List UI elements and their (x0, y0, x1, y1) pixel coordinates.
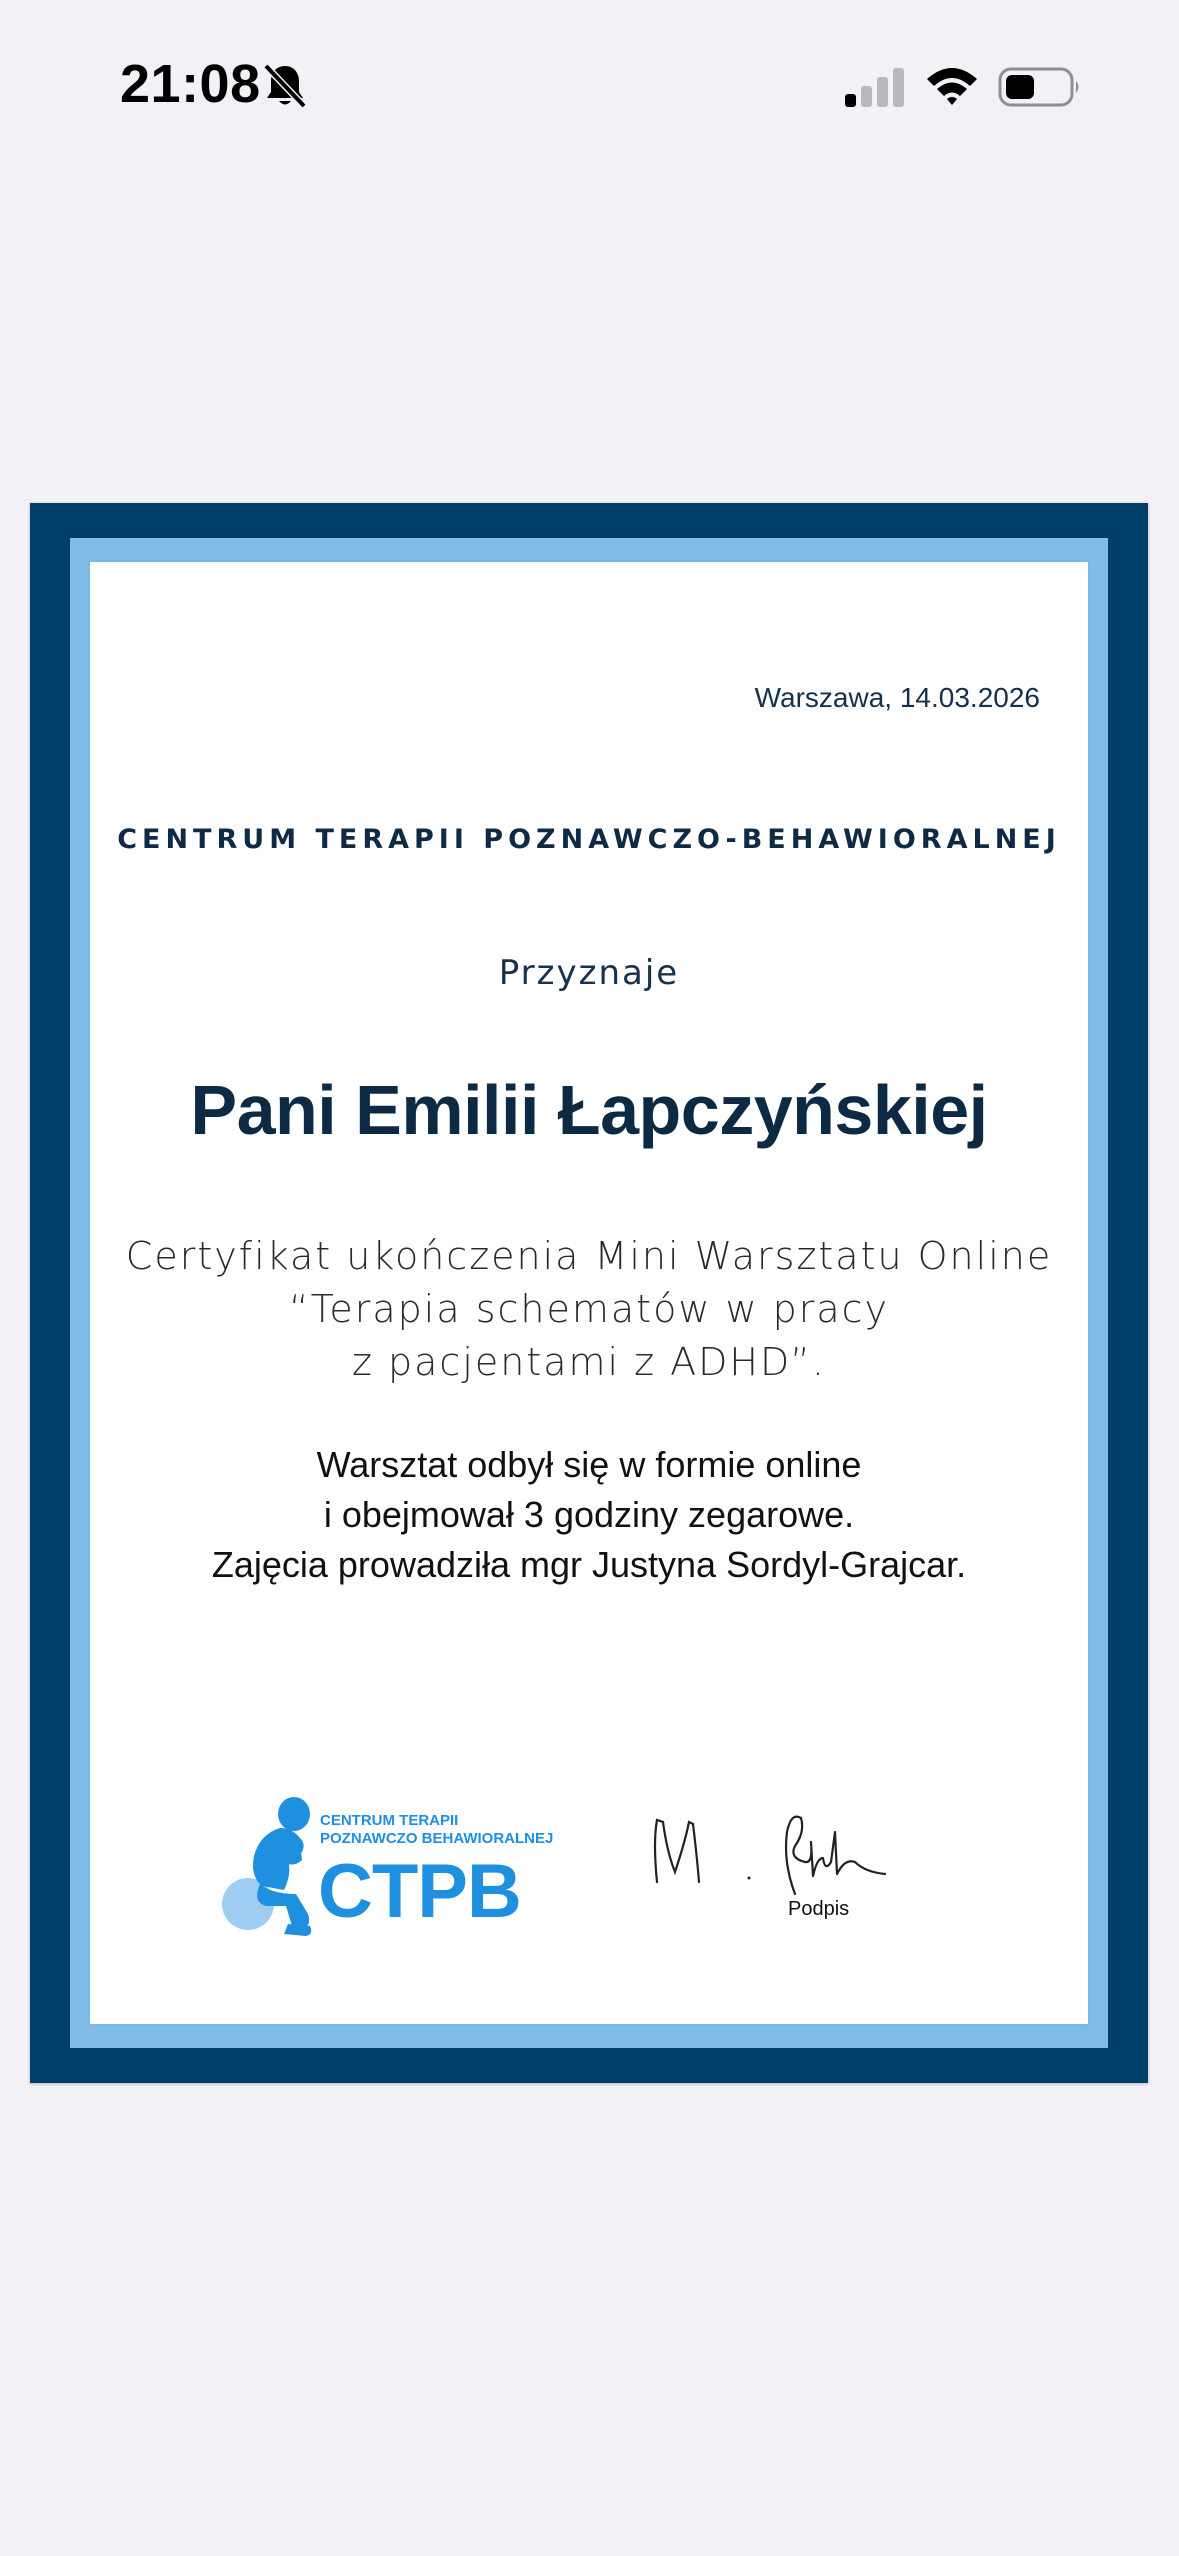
logo-line-1: CENTRUM TERAPII (320, 1812, 459, 1829)
handwritten-signature (645, 1802, 965, 1902)
status-time: 21:08 (120, 54, 261, 114)
signature (645, 1802, 965, 1932)
signature-label: Podpis (788, 1898, 850, 1920)
description-line: Certyfikat ukończenia Mini Warsztatu Online (125, 1234, 1053, 1278)
details-line: Warsztat odbył się w formie online (316, 1444, 862, 1485)
ctpb-logo (222, 1794, 554, 1944)
organization-name: CENTRUM TERAPII POZNAWCZO-BEHAWIORALNEJ (117, 824, 1061, 855)
logo-line-2: POZNAWCZO BEHAWIORALNEJ (320, 1830, 554, 1847)
certificate-frame (30, 503, 1148, 2083)
battery-icon (998, 66, 1082, 108)
bell-slash-icon (262, 62, 308, 110)
logo-acronym: CTPB (318, 1849, 521, 1934)
status-bar (0, 0, 1179, 150)
description-line: z pacjentami z ADHD”. (351, 1340, 827, 1384)
certificate-date: Warszawa, 14.03.2026 (754, 682, 1040, 713)
description-line: “Terapia schematów w pracy (288, 1287, 890, 1331)
grants-label: Przyznaje (498, 953, 680, 993)
logo-small-text (320, 1812, 553, 1848)
wifi-icon (924, 64, 980, 108)
cellular-signal-icon (843, 66, 907, 108)
thinker-figure-icon (222, 1794, 332, 1944)
certificate-description (90, 1230, 1088, 1389)
details-line: Zajęcia prowadziła mgr Justyna Sordyl-Grajcar. (211, 1544, 967, 1585)
certificate-paper (90, 562, 1088, 2024)
certificate-inner-border (70, 538, 1108, 2048)
recipient-name: Pani Emilii Łapczyńskiej (190, 1071, 988, 1149)
details-line: i obejmował 3 godziny zegarowe. (323, 1494, 855, 1535)
workshop-details (90, 1440, 1088, 1590)
